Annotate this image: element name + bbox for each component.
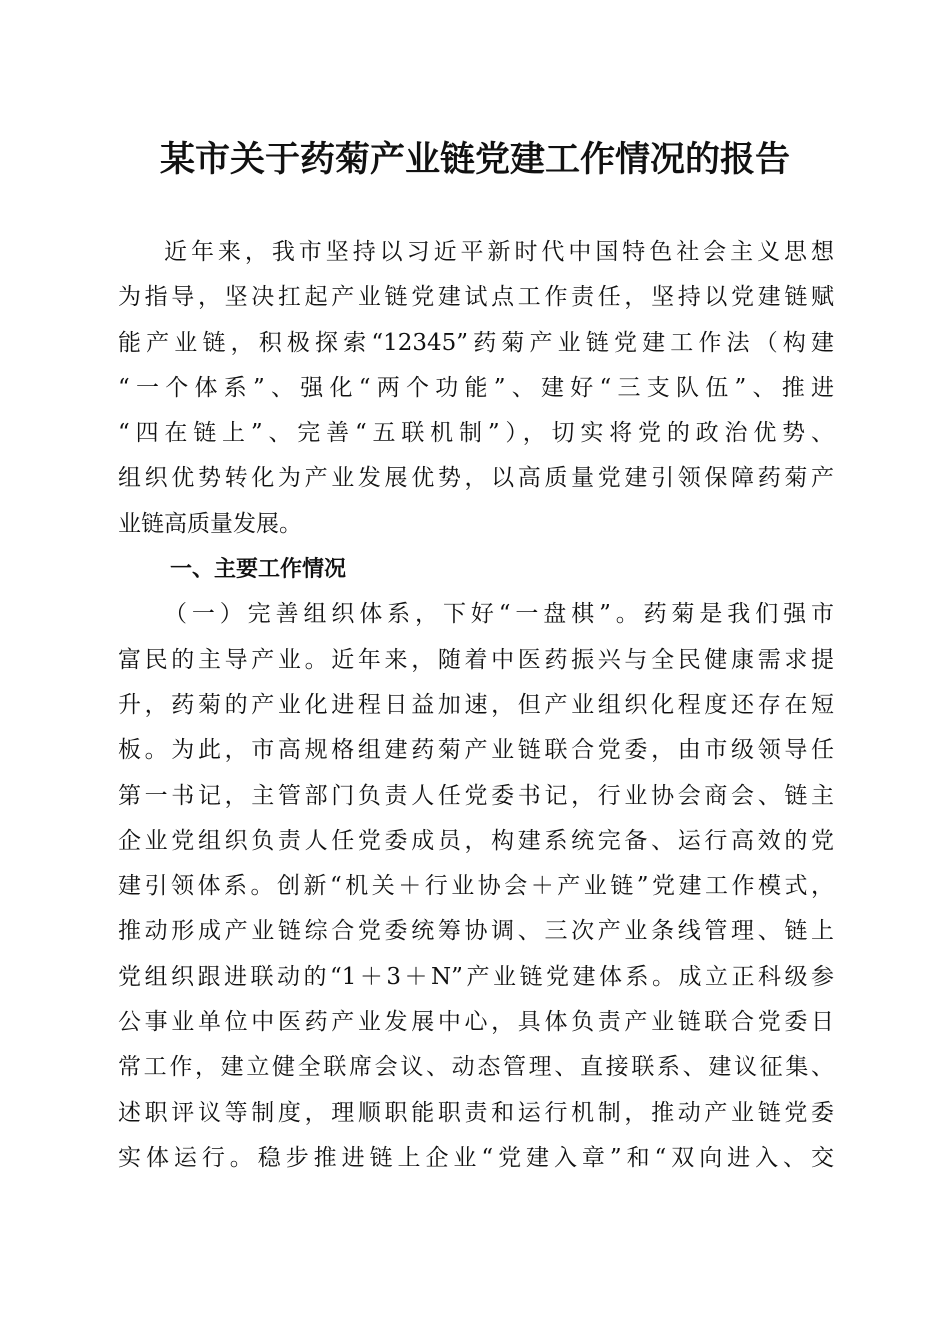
paragraph-line: 常工作，建立健全联席会议、动态管理、直接联系、建议征集、	[118, 1054, 834, 1081]
paragraph-line: 板。为此，市高规格组建药菊产业链联合党委，由市级领导任	[118, 737, 834, 764]
paragraph-line: 为指导，坚决扛起产业链党建试点工作责任，坚持以党建链赋	[118, 284, 834, 311]
paragraph-line: （一）完善组织体系，下好“一盘棋”。药菊是我们强市	[164, 601, 834, 628]
paragraph-line: 建引领体系。创新“机关＋行业协会＋产业链”党建工作模式，	[118, 873, 834, 900]
paragraph-line: 业链高质量发展。	[118, 510, 302, 537]
paragraph-line: 述职评议等制度，理顺职能职责和运行机制，推动产业链党委	[118, 1099, 834, 1126]
paragraph-line: 富民的主导产业。近年来，随着中医药振兴与全民健康需求提	[118, 646, 834, 673]
paragraph-line: 党组织跟进联动的“1＋3＋N”产业链党建体系。成立正科级参	[118, 963, 834, 990]
paragraph-line: 升，药菊的产业化进程日益加速，但产业组织化程度还存在短	[118, 691, 834, 718]
paragraph-line: 企业党组织负责人任党委成员，构建系统完备、运行高效的党	[118, 827, 834, 854]
paragraph-line: 近年来，我市坚持以习近平新时代中国特色社会主义思想	[164, 239, 834, 265]
paragraph-line: “四在链上”、完善“五联机制”），切实将党的政治优势、	[118, 420, 834, 447]
document-body	[118, 230, 834, 1181]
paragraph-line: 公事业单位中医药产业发展中心，具体负责产业链联合党委日	[118, 1009, 834, 1036]
paragraph-line: 推动形成产业链综合党委统筹协调、三次产业条线管理、链上	[118, 918, 834, 945]
document-title: 某市关于药菊产业链党建工作情况的报告	[159, 139, 790, 180]
paragraph-line: 组织优势转化为产业发展优势，以高质量党建引领保障药菊产	[118, 465, 834, 492]
paragraph-line: 实体运行。稳步推进链上企业“党建入章”和“双向进入、交	[118, 1144, 834, 1171]
section-heading: 一、主要工作情况	[170, 557, 347, 583]
paragraph-line: 第一书记，主管部门负责人任党委书记，行业协会商会、链主	[118, 782, 834, 809]
paragraph-line: 能产业链，积极探索“12345”药菊产业链党建工作法（构建	[118, 329, 834, 356]
paragraph-line: “一个体系”、强化“两个功能”、建好“三支队伍”、推进	[118, 374, 834, 401]
